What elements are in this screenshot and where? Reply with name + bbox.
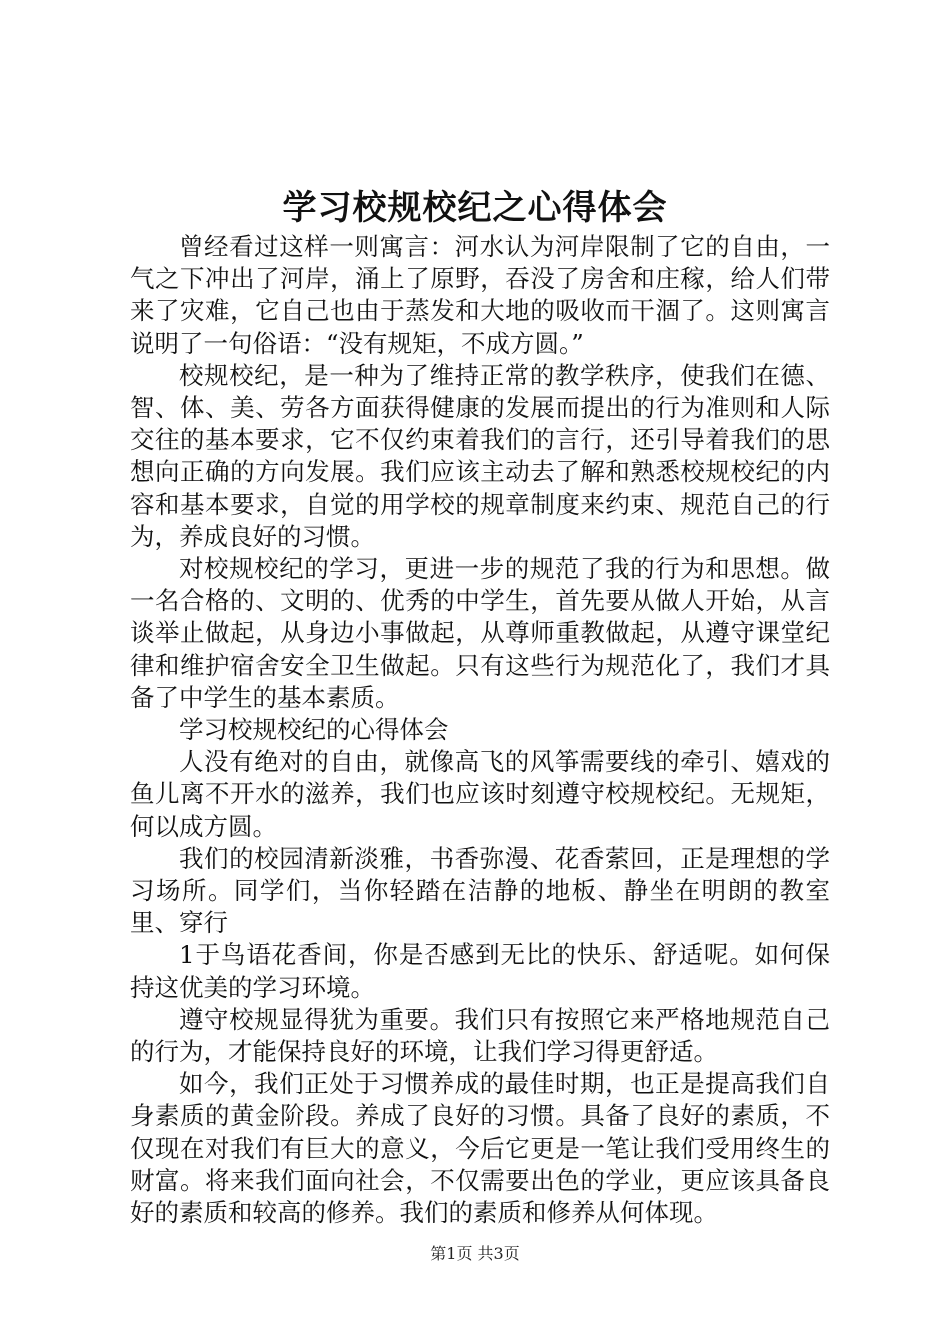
page-number-footer: 第1页 共3页 <box>430 1244 520 1263</box>
document-title: 学习校规校纪之心得体会 <box>282 188 668 228</box>
paragraph: 对校规校纪的学习，更进一步的规范了我的行为和思想。做一名合格的、文明的、优秀的中学生，首先要从做人开始，从言谈举止做起，从身边小事做起，从尊师重教做起，从遵守课堂纪律和维护宿舍安全卫生做起。只有这些行为规范化了，我们才具备了中学生的基本素质。 <box>130 554 830 712</box>
paragraph: 我们的校园清新淡雅，书香弥漫、花香萦回，正是理想的学习场所。同学们，当你轻踏在洁静的地板、静坐在明朗的教室里、穿行 <box>130 843 830 938</box>
paragraph: 如今，我们正处于习惯养成的最佳时期，也正是提高我们自身素质的黄金阶段。养成了良好的习惯。具备了良好的素质，不仅现在对我们有巨大的意义，今后它更是一笔让我们受用终生的财富。将来我们面向社会，不仅需要出色的学业，更应该具备良好的素质和较高的修养。我们的素质和修养从何体现。 <box>130 1069 830 1228</box>
paragraph: 1于鸟语花香间，你是否感到无比的快乐、舒适呢。如何保持这优美的学习环境。 <box>130 940 830 1002</box>
paragraph: 校规校纪，是一种为了维持正常的教学秩序，使我们在德、智、体、美、劳各方面获得健康的发展而提出的行为准则和人际交往的基本要求，它不仅约束着我们的言行，还引导着我们的思想向正确的方向发展。我们应该主动去了解和熟悉校规校纪的内容和基本要求，自觉的用学校的规章制度来约束、规范自己的行为，养成良好的习惯。 <box>130 360 830 551</box>
subheading-paragraph: 学习校规校纪的心得体会 <box>179 715 449 745</box>
document-body <box>130 231 830 1229</box>
paragraph: 遵守校规显得犹为重要。我们只有按照它来严格地规范自己的行为，才能保持良好的环境，让我们学习得更舒适。 <box>130 1004 830 1067</box>
paragraph: 人没有绝对的自由，就像高飞的风筝需要线的牵引、嬉戏的鱼儿离不开水的滋养，我们也应该时刻遵守校规校纪。无规矩，何以成方圆。 <box>130 747 830 841</box>
paragraph: 曾经看过这样一则寓言：河水认为河岸限制了它的自由，一气之下冲出了河岸，涌上了原野，吞没了房舍和庄稼，给人们带来了灾难，它自己也由于蒸发和大地的吸收而干涸了。这则寓言说明了一句俗语：“没有规矩，不成方圆。” <box>130 232 830 358</box>
